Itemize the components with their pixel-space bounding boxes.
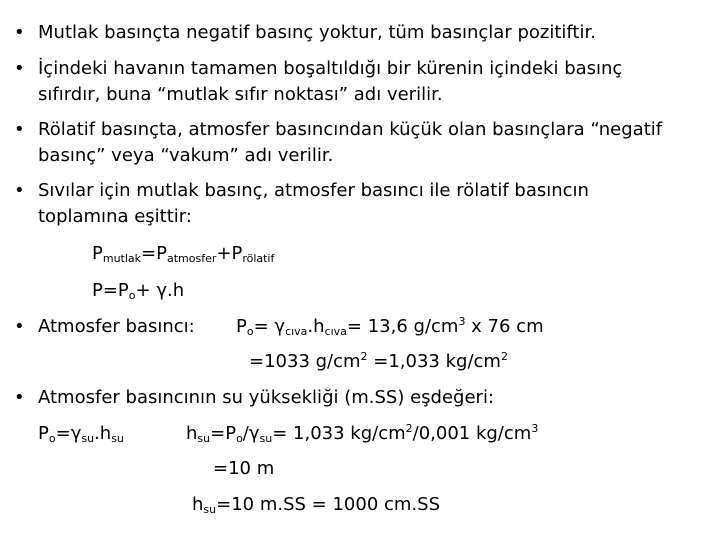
gamma-symbol: γ bbox=[156, 280, 167, 301]
bullet-marker: • bbox=[14, 316, 25, 337]
bullet-marker: • bbox=[14, 180, 25, 201]
bullet-1-text: Mutlak basınçta negatif basınç yoktur, tüm basınçlar pozitiftir. bbox=[38, 22, 596, 43]
bullet-marker: • bbox=[14, 387, 25, 408]
bullet-3-text-line-1: Rölatif basınçta, atmosfer basıncından küçük olan basınçlara “negatif bbox=[38, 119, 663, 140]
bullet-4-text-line-1: Sıvılar için mutlak basınç, atmosfer basıncı ile rölatif basıncın bbox=[38, 180, 589, 201]
bullet-4-text-line-2: toplamına eşittir: bbox=[38, 206, 192, 227]
bullet-3-text-line-2: basınç” veya “vakum” adı verilir. bbox=[38, 145, 334, 166]
gamma-symbol: γ bbox=[248, 423, 260, 444]
equation-water-column: $P_o=\gamma_{su}.h_{su}$ bbox=[38, 423, 124, 445]
bullet-marker: • bbox=[14, 119, 25, 140]
bullet-6-label: Atmosfer basıncının su yüksekliği (m.SS) eşdeğeri: bbox=[38, 387, 495, 408]
equation-water-height: $h_{su}=P_o/\gamma_{su}= 1,033$ $kg/cm^2/0,001$ $kg/cm^3$ bbox=[186, 422, 539, 445]
equation-atmospheric-pressure: $P_o= \gamma_{cıva}.h_{cıva}= 13,6$ $g/cm^3$ x 76 cm bbox=[236, 315, 544, 338]
bullet-5-label: Atmosfer basıncı: bbox=[38, 316, 195, 337]
gamma-symbol: γ bbox=[70, 423, 82, 444]
bullet-2-text-line-1: İçindeki havanın tamamen boşaltıldığı bir kürenin içindeki basınç bbox=[38, 58, 623, 79]
gamma-symbol: γ bbox=[274, 316, 286, 337]
equation-absolute-pressure: $P_{mutlak}=P_{atmosfer}+P_{rölatif}$ bbox=[92, 243, 275, 265]
equation-water-height-result: =10 m bbox=[213, 458, 275, 479]
bullet-marker: • bbox=[14, 58, 25, 79]
equation-hydrostatic: $P=P_o+ \gamma.h$ bbox=[92, 280, 185, 302]
equation-water-height-final: $h_{su}=10$ m.SS = 1000 cm.SS bbox=[192, 494, 440, 516]
bullet-marker: • bbox=[14, 22, 25, 43]
bullet-2-text-line-2: sıfırdır, buna “mutlak sıfır noktası” adı verilir. bbox=[38, 84, 443, 105]
equation-atmospheric-result: =1033 $g/cm^2 =1,033$ $kg/cm^2$ bbox=[249, 350, 508, 372]
